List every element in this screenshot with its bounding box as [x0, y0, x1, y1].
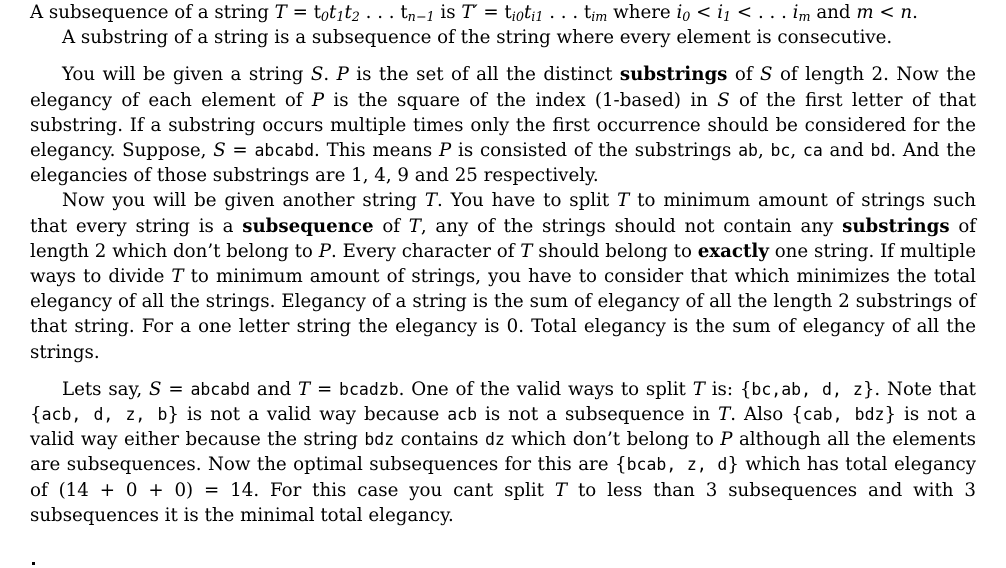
math-P: P — [439, 140, 452, 162]
math-i: i — [717, 2, 724, 23]
bold-term: exactly — [697, 240, 769, 262]
math-i: i — [591, 10, 596, 26]
math-T: T — [171, 266, 184, 288]
text: Now you will be given another string — [62, 190, 425, 212]
index: 1 — [535, 10, 544, 26]
subscript: 2 — [351, 10, 360, 26]
text: = — [310, 378, 340, 400]
code-string: acb — [447, 405, 478, 425]
math-T: T — [617, 190, 630, 212]
text: . Every character of — [330, 240, 521, 262]
text: to minimum amount of strings such that every string is a — [30, 190, 976, 237]
math-S: S — [213, 140, 226, 162]
math-P: P — [336, 64, 349, 86]
math-T: T — [274, 2, 287, 23]
text: . And the elegancies of those substrings are 1, 4, 9 and 25 respectively. — [30, 140, 976, 187]
math-t: t — [329, 2, 337, 23]
math-T: T — [520, 240, 533, 262]
subscript: 0 — [320, 10, 330, 26]
text: to less than 3 subsequences and with 3 subsequences it is the minimal total elegancy. — [30, 479, 976, 526]
text: = t — [477, 2, 512, 23]
bold-term: subsequence — [242, 215, 374, 237]
math-P: P — [720, 429, 733, 451]
math-S: S — [717, 89, 730, 111]
bold-term: substrings — [619, 64, 728, 86]
math-P: P — [318, 240, 331, 262]
code-string: ca — [802, 141, 823, 161]
index: m — [595, 10, 608, 26]
math-T-prime: T′ — [461, 2, 478, 23]
split-paragraph — [30, 188, 976, 364]
text: and — [822, 140, 871, 162]
text: } is not a valid way because — [167, 404, 448, 426]
text: < . . . — [731, 2, 793, 23]
text: which don’t belong to — [504, 429, 721, 451]
text: to minimum amount of strings, you have to consider that which minimizes the total elegancy of all the strings. Elegancy of a string is the sum of elegancy of all the length 2 substrings of that string. For a one letter string the elegancy is 0. Total elegancy is the sum of elegancy of all the strings. — [30, 266, 976, 363]
text: . You have to split — [436, 190, 618, 212]
code-set: bc,ab, d, z — [751, 379, 863, 399]
subscript: 1 — [336, 10, 345, 26]
text: where — [607, 2, 677, 23]
subscript — [591, 10, 607, 25]
text: . Also { — [730, 404, 803, 426]
bold-term: substrings — [842, 215, 950, 237]
text: < — [873, 2, 901, 23]
math-S: S — [760, 64, 773, 86]
example-paragraph — [30, 377, 976, 528]
text: of — [727, 64, 761, 86]
math-n: n — [900, 2, 913, 23]
code-string: bdz — [364, 430, 395, 450]
code-string: bc — [770, 141, 791, 161]
math-P: P — [311, 89, 325, 111]
subscript: n−1 — [407, 10, 435, 26]
text: is — [434, 2, 462, 23]
code-string: abcabd — [254, 141, 315, 161]
problem-statement — [30, 0, 976, 528]
math-S: S — [149, 378, 162, 400]
text: is: { — [704, 378, 752, 400]
code-set: bcab, z, d — [626, 455, 728, 475]
math-t: t — [344, 2, 352, 23]
code-set: acb, d, z, b — [41, 405, 168, 425]
substring-definition: A substring of a string is a subsequence of the string where every element is consecutive. — [62, 27, 893, 49]
stray-dot — [32, 562, 35, 565]
text: is consisted of the substrings — [451, 140, 739, 162]
text: is the set of all the distinct — [348, 64, 620, 86]
text: You will be given a string — [62, 64, 311, 86]
text: should belong to — [532, 240, 698, 262]
code-string: ab — [738, 141, 758, 161]
math-T: T — [718, 404, 731, 426]
subscript: 1 — [723, 10, 732, 26]
math-i: i — [792, 2, 799, 23]
text: }. Note that { — [30, 378, 976, 426]
text: A subsequence of a string — [30, 2, 275, 23]
text: = — [225, 140, 255, 162]
math-i: i — [676, 2, 683, 23]
subscript — [531, 10, 543, 25]
text: one string. If multiple ways to divide — [30, 240, 976, 288]
text: . . . t — [359, 2, 408, 23]
text: and — [810, 2, 857, 23]
text: and — [250, 378, 298, 400]
text: = t — [286, 2, 321, 23]
code-string: bd — [870, 141, 891, 161]
text: } which has total elegancy of (14 + 0 + 0) = 14. For this case you cant split — [30, 454, 976, 501]
text: = — [161, 378, 191, 400]
text: , any of the strings should not contain any — [420, 215, 843, 237]
text: . — [323, 64, 337, 86]
subscript: 0 — [682, 10, 691, 26]
text: of length 2. Now the elegancy of each element of — [30, 64, 976, 111]
math-i: i — [511, 10, 516, 26]
text: Lets say, — [62, 378, 150, 400]
text: . One of the valid ways to split — [398, 378, 693, 400]
text: is the square of the index (1-based) in — [324, 89, 718, 111]
subsequence-definition — [30, 0, 976, 25]
math-t: t — [523, 2, 532, 23]
math-m: m — [856, 2, 874, 23]
text: . . . t — [543, 2, 592, 23]
text: , — [757, 140, 771, 162]
text: < — [690, 2, 718, 23]
code-string: bcadzb — [339, 379, 399, 399]
subscript: m — [798, 10, 811, 26]
text: although all the elements are subsequences. Now the optimal subsequences for this are { — [30, 429, 976, 476]
math-S: S — [310, 64, 324, 86]
math-i: i — [531, 10, 536, 26]
math-T: T — [424, 190, 437, 212]
text: of length 2 which don’t belong to — [30, 215, 977, 262]
text: contains — [394, 429, 485, 451]
code-string: abcabd — [190, 379, 251, 399]
math-T: T — [692, 378, 705, 400]
text: , — [790, 140, 803, 162]
math-T: T — [408, 215, 421, 237]
math-T: T — [297, 378, 311, 400]
text: of the first letter of that substring. If a substring occurs multiple times only the first occurrence should be considered for the elegancy. Suppose, — [30, 89, 977, 162]
index: 0 — [515, 10, 524, 26]
subscript — [512, 10, 524, 25]
text: is not a subsequence in — [477, 404, 719, 426]
math-T: T — [554, 479, 568, 501]
text: of — [373, 215, 409, 237]
code-string: dz — [484, 430, 505, 450]
code-set: cab, bdz — [802, 405, 885, 425]
text: . — [912, 2, 918, 23]
text: } is not a valid way either because the string — [30, 404, 976, 451]
text: . This means — [314, 140, 440, 162]
elegancy-paragraph — [30, 62, 976, 188]
